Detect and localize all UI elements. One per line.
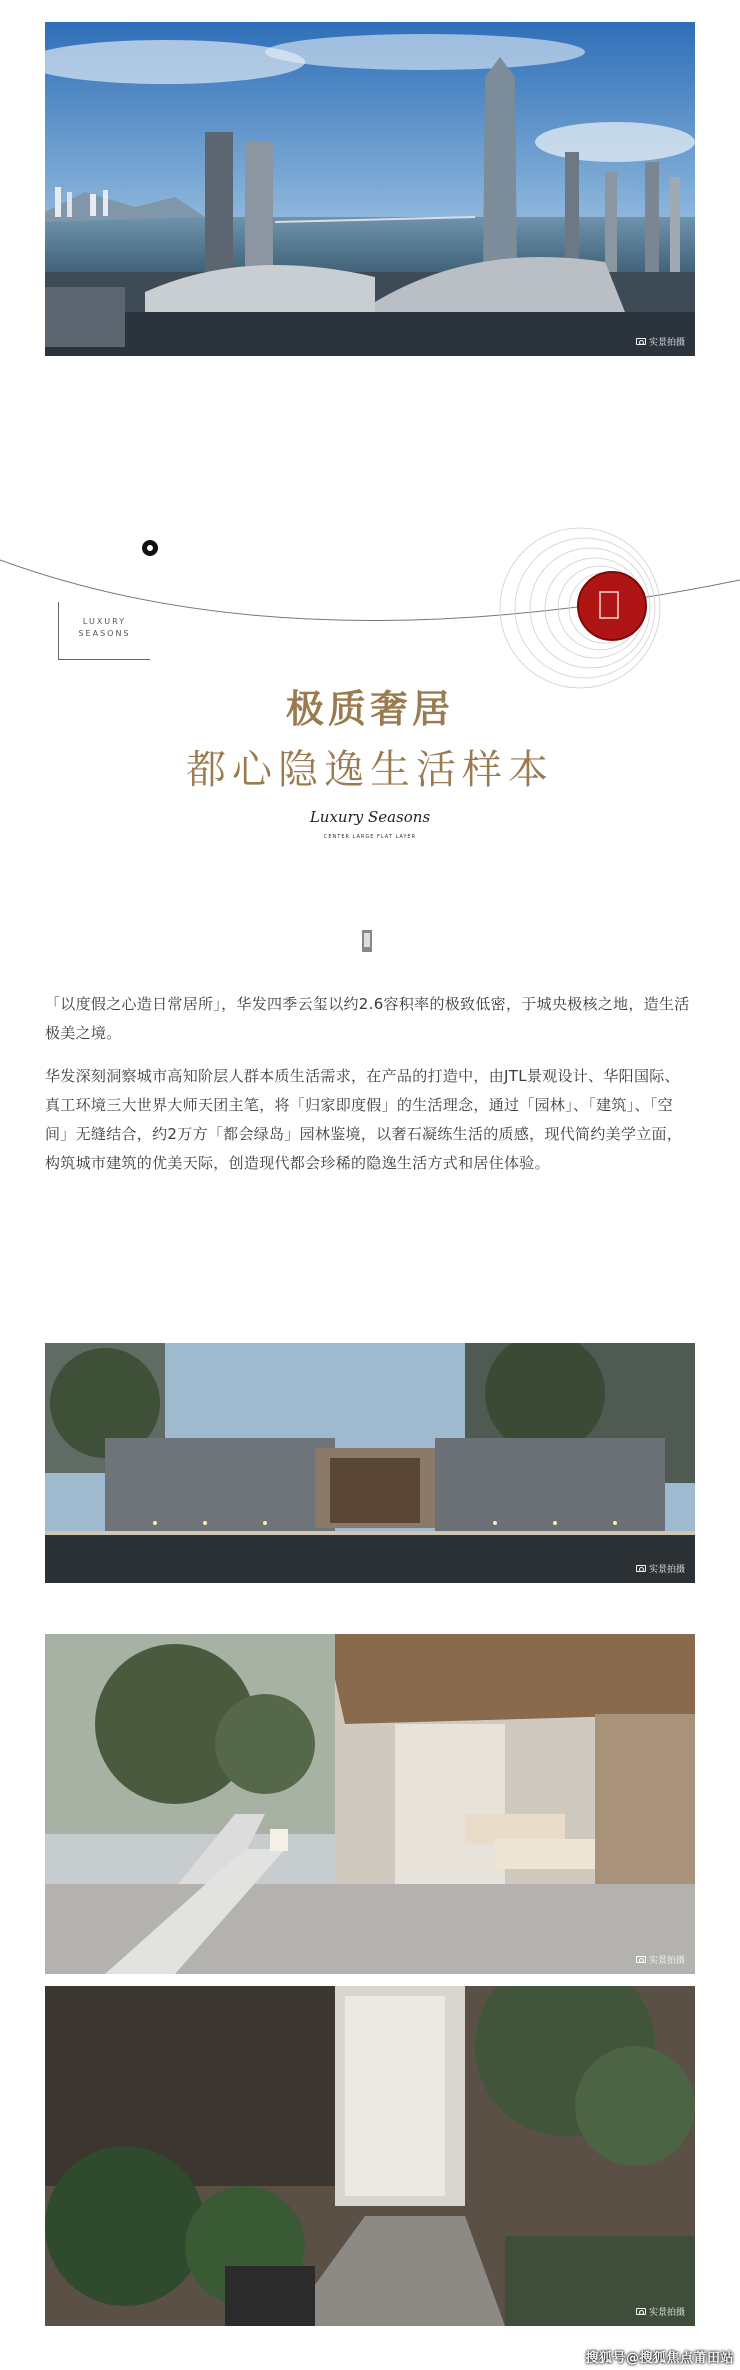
- source-watermark: 搜狐号@搜狐焦点莆田站: [585, 2351, 734, 2366]
- entrance-gate-photo: [45, 1343, 695, 1583]
- main-title-line2: 都心隐逸生活样本: [186, 747, 554, 793]
- main-title-line1: 极质奢居: [285, 686, 454, 731]
- garden-walkway-image: [45, 1986, 695, 2326]
- camera-icon: [636, 1565, 646, 1572]
- entrance-gate-image: [45, 1343, 695, 1583]
- photo-caption-badge: 实景拍摄: [636, 1562, 685, 1575]
- camera-icon: [636, 338, 646, 345]
- garden-walkway-photo: [45, 1986, 695, 2326]
- lobby-lounge-image: [45, 1634, 695, 1974]
- luxury-seasons-label: [58, 602, 150, 660]
- photo-caption-badge: 实景拍摄: [636, 2305, 685, 2318]
- intro-paragraph-2: 华发深刻洞察城市高知阶层人群本质生活需求，在产品的打造中，由JTL景观设计、华阳国际、真工环境三大世界大师天团主笔，将「归家即度假」的生活理念，通过「园林」、「建筑」、「空间」无缝结合，约2万方「都会绿岛」园林鉴境，以奢石凝练生活的质感，现代简约美学立面，构筑城市建筑的优美天际，创造现代都会珍稀的隐逸生活方式和居住体验。: [45, 1067, 683, 1172]
- camera-icon: [636, 2308, 646, 2315]
- english-subtitle: Luxury Seasons: [309, 808, 431, 826]
- photo-caption-badge: 实景拍摄: [636, 1953, 685, 1966]
- intro-paragraph-1: 「以度假之心造日常居所」，华发四季云玺以约2.6容积率的极致低密，于城央极核之地，造生活极美之境。: [45, 995, 690, 1042]
- luxury-label-line1: LUXURY: [82, 617, 127, 626]
- luxury-label-line2: SEASONS: [78, 629, 131, 638]
- small-subtitle: CENTER LARGE FLAT LAYER: [323, 834, 417, 840]
- city-skyline-image: [45, 22, 695, 356]
- camera-icon: [636, 1956, 646, 1963]
- photo-caption-badge: 实景拍摄: [636, 335, 685, 348]
- small-emblem-icon: [362, 930, 372, 952]
- lobby-lounge-photo: [45, 1634, 695, 1974]
- hero-city-photo: [45, 22, 695, 356]
- intro-title-section: [0, 510, 740, 910]
